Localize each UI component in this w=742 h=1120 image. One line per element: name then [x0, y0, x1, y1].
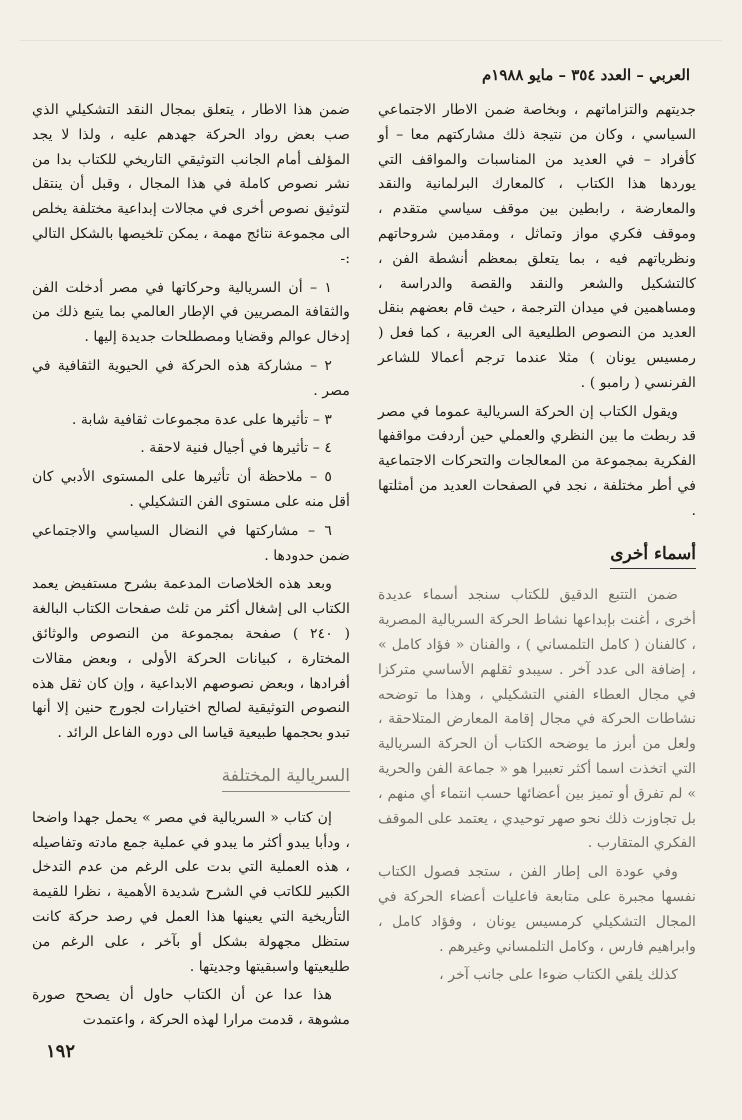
section-heading-surrealism: السريالية المختلفة [222, 764, 350, 792]
list-item: ١ – أن السريالية وحركاتها في مصر أدخلت الفن والثقافة المصريين في الإطار العالمي بما يتبع ذلك من إدخال عوالم وقضايا ومصطلحات جديدة إليها . [32, 279, 350, 346]
list-item: ٤ – تأثيرها في أجيال فنية لاحقة . [140, 440, 332, 457]
left-column [32, 98, 350, 1037]
top-rule [20, 40, 722, 41]
left-para-1: ضمن هذا الاطار ، يتعلق بمجال النقد التشكيلي الذي صب بعض رواد الحركة جهدهم عليه ، ولذا لا يجد المؤلف أمام الجانب التوثيقي التاريخي للكتاب بدا من نشر نصوص كاملة في هذا المجال ، وقبل أن ينتقل لتوثيق نصوص أخرى في مجالات إبداعية مختلفة يخلص الى مجموعة نتائج مهمة ، يمكن تلخيصها بالشكل التالي :- [32, 102, 350, 267]
list-item: ٥ – ملاحظة أن تأثيرها على المستوى الأدبي كان أقل منه على مستوى الفن التشكيلي . [32, 469, 350, 510]
list-item: ٣ – تأثيرها على عدة مجموعات ثقافية شابة . [71, 411, 332, 428]
right-para-2: ويقول الكتاب إن الحركة السريالية عموما في مصر قد ربطت ما بين النظري والعملي حين أردفت مواقفها الفكرية بمجموعة من المعالجات والتحركات الاجتماعية في أطر مختلفة ، نجد في الصفحات العديد من أمثلتها . [378, 403, 696, 519]
section-heading-other-names: أسماء أخرى [610, 542, 696, 570]
running-header: العربي – العدد ٣٥٤ – مايو ١٩٨٨م [481, 66, 690, 84]
right-column [378, 98, 696, 992]
left-para-2: وبعد هذه الخلاصات المدعمة بشرح مستفيض يعمد الكتاب الى إشغال أكثر من ثلث صفحات الكتاب البالغة ( ٢٤٠ ) صفحة بمجموعة من النصوص والوثائق المختارة ، كبيانات الحركة الأولى ، وبعض مقالات أفرادها ، وبعض نصوصهم الابداعية ، وإن كان ثقل هذه النصوص التوثيقية لصالح اختيارات لجورج حنين إلا أنها تبدو بحجمها طبيعية قياسا الى دوره الفاعل الرائد . [32, 576, 351, 742]
right-para-5: كذلك يلقي الكتاب ضوءا على جانب آخر ، [439, 967, 678, 984]
list-item: ٢ – مشاركة هذه الحركة في الحيوية الثقافية في مصر . [32, 357, 350, 399]
page-number: ١٩٢ [46, 1041, 76, 1062]
left-para-4: هذا عدا عن أن الكتاب حاول أن يصحح صورة مشوهة ، قدمت مرارا لهذه الحركة ، واعتمدت [32, 987, 350, 1029]
list-item: ٦ – مشاركتها في النضال السياسي والاجتماعي ضمن حدودها . [32, 522, 350, 564]
right-para-3: ضمن التتبع الدقيق للكتاب سنجد أسماء عديدة أخرى ، أغنت بإبداعها نشاط الحركة السريالية المصرية ، كالفنان ( كامل التلمساني ) ، والفنان « فؤاد كامل » ، إضافة الى عدد آخر . سيبدو ثقلهم الأساسي متركزا في مجال العطاء الفني التشكيلي ، وهذا ما توضحه نشاطات الحركة في مجال إقامة المعارض المتلاحقة ، ولعل من أبرز ما يوضحه الكتاب أن الحركة السريالية التي اتخذت اسما أكثر تعبيرا هو « جماعة الفن والحرية » لم تفرق أو تميز بين أعضائها حسب انتماء أي منهم ، بل تجاوزت ذلك نحو صهر توحيدي ، يعتمد على الموقف الفكري المتقارب . [378, 587, 696, 852]
left-para-3: إن كتاب « السريالية في مصر » يحمل جهدا واضحا ، ودأبا يبدو أكثر ما يبدو في عملية جمع مادته وتفاصيله ، هذه العملية التي بدت على الرغم من عدم التدخل الكبير للكاتب في الشرح شديدة الأهمية ، نظرا للقيمة التأريخية التي يعينها هذا العمل في رصد حركة كانت ستظل مجهولة بشكل أو بآخر ، على الرغم من طليعيتها واسبقيتها وجديتها . [32, 809, 350, 975]
right-para-1: جديتهم والتزاماتهم ، وبخاصة ضمن الاطار الاجتماعي السياسي ، وكان من نتيجة ذلك مشاركتهم معا – أو كأفراد – في العديد من المناسبات والمواقف التي يوردها هذا الكتاب ، كالمعارك البرلمانية والنقد والمعارضة ، رابطين بين موقف سياسي متقدم ، وموقف فكري مواز وتماثل ، ومقدمين شروحاتهم ونظرياتهم فيه ، بما يتعلق بمعظم أنشطة الفن ، كالتشكيل والشعر والنقد والقصة والدراسة ، ومساهمين في ميدان الترجمة ، حيث قام بعضهم بنقل العديد من النصوص الطليعية الى العربية ، كما فعل ( رمسيس يونان ) مثلا عندما ترجم أعمالا للشاعر الفرنسي ( رامبو ) . [378, 102, 696, 391]
right-para-4: وفي عودة الى إطار الفن ، ستجد فصول الكتاب نفسها مجبرة على متابعة فاعليات أعضاء الحركة في المجال التشكيلي كرمسيس يونان ، وفؤاد كامل ، وابراهيم فارس ، وكامل التلمساني وغيرهم . [378, 864, 696, 955]
